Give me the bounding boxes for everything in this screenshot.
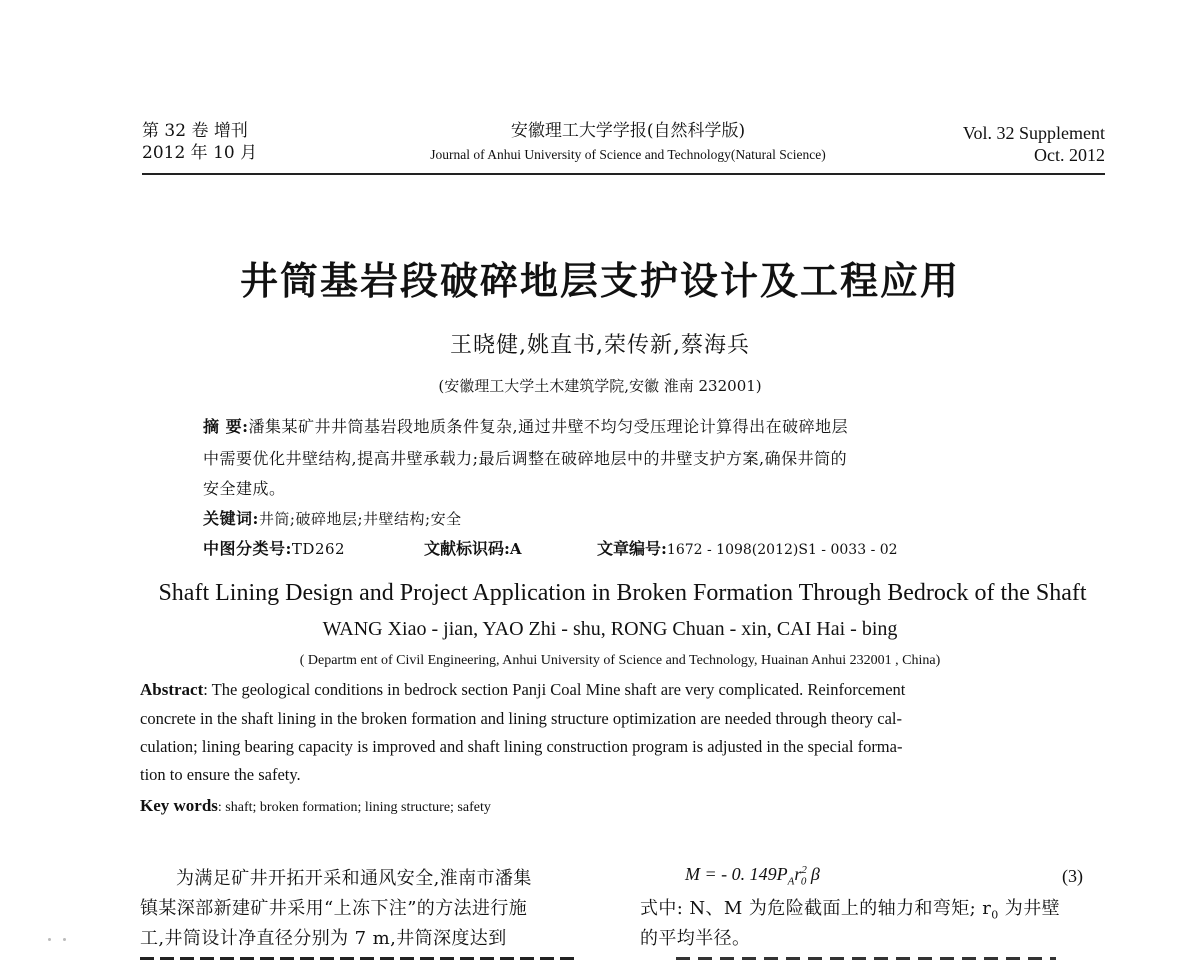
abstract-en-label: Abstract — [140, 680, 204, 699]
volume-issue-cn: 第 32 卷 增刊 — [142, 121, 248, 141]
scan-speck — [63, 938, 66, 941]
doc-code-value: A — [509, 540, 522, 558]
body-left-cutoff-line — [140, 951, 600, 961]
doc-code-label: 文献标识码: — [424, 539, 510, 558]
abstract-en-line-4: tion to ensure the safety. — [140, 765, 301, 784]
equation-beta: β — [806, 864, 820, 884]
article-number-label: 文章编号: — [597, 539, 667, 558]
keywords-cn-label: 关键词: — [203, 509, 259, 528]
keywords-en-text: : shaft; broken formation; lining structure; safety — [217, 800, 491, 815]
body-left-line-2: 镇某深部新建矿井采用“上冻下注”的方法进行施 — [140, 898, 528, 919]
body-left-line-1: 为满足矿井开拓开采和通风安全,淮南市潘集 — [176, 868, 532, 889]
abstract-cn-label: 摘 要: — [203, 417, 249, 436]
body-right-sub-0: 0 — [991, 908, 999, 922]
equation-main: M = - 0. 149P — [685, 864, 788, 884]
affiliation-cn: (安徽理工大学土木建筑学院,安徽 淮南 232001) — [438, 377, 762, 395]
keywords-cn-text: 井筒;破碎地层;井壁结构;安全 — [258, 510, 462, 528]
paper-title-cn: 井筒基岩段破碎地层支护设计及工程应用 — [239, 258, 960, 303]
authors-en: WANG Xiao - jian, YAO Zhi - shu, RONG Chuan - xin, CAI Hai - bing — [322, 618, 898, 640]
cutoff-text-fragment-right — [676, 957, 1056, 960]
abstract-en-line-2: concrete in the shaft lining in the broken formation and lining structure optimization are needed through theory cal- — [140, 709, 902, 728]
equation-sup-2: 2 — [801, 864, 807, 876]
equation-sub-a: A — [787, 875, 795, 888]
authors-cn: 王晓健,姚直书,荣传新,蔡海兵 — [450, 333, 750, 358]
equation-sub-0: 0 — [800, 875, 807, 888]
body-right-line-1-text: 式中: N、M 为危险截面上的轴力和弯矩; r — [640, 898, 992, 919]
volume-en: Vol. 32 Supplement — [962, 123, 1105, 143]
equation-number: (3) — [1062, 866, 1083, 886]
journal-name-en: Journal of Anhui University of Science and Technology(Natural Science) — [430, 147, 826, 162]
keywords-en — [140, 796, 491, 816]
abstract-cn-line-1 — [203, 414, 848, 437]
abstract-cn-line-2: 中需要优化井壁结构,提高井壁承载力;最后调整在破碎地层中的井壁支护方案,确保井筒的 — [203, 449, 848, 468]
body-left-line-3: 工,井筒设计净直径分别为 7 m,井筒深度达到 — [140, 928, 507, 949]
date-cn: 2012 年 10 月 — [142, 143, 258, 163]
cutoff-text-fragment — [140, 957, 580, 960]
classification-line — [203, 536, 345, 559]
article-number — [597, 536, 898, 559]
header-rule — [142, 173, 1105, 175]
body-right-line-1 — [640, 894, 1060, 922]
equation-3 — [685, 864, 820, 888]
clc-value: TD262 — [291, 540, 346, 558]
journal-name-cn: 安徽理工大学学报(自然科学版) — [510, 121, 746, 141]
body-right-line-1-end: 为井壁 — [998, 898, 1061, 919]
keywords-en-label: Key words — [140, 796, 218, 815]
affiliation-en: ( Departm ent of Civil Engineering, Anhui University of Science and Technology, Huainan Anhui 232001 , China) — [299, 653, 941, 668]
abstract-en-text-1: : The geological conditions in bedrock section Panji Coal Mine shaft are very complicated. Reinforcement — [203, 680, 906, 699]
abstract-cn-text-1: 潘集某矿井井筒基岩段地质条件复杂,通过井壁不均匀受压理论计算得出在破碎地层 — [248, 417, 849, 436]
scan-speck — [48, 938, 51, 941]
keywords-cn — [203, 506, 462, 529]
clc-label: 中图分类号: — [203, 539, 292, 558]
doc-code — [424, 536, 522, 559]
article-number-value: 1672 - 1098(2012)S1 - 0033 - 02 — [666, 542, 898, 558]
body-right-line-2: 的平均半径。 — [640, 928, 751, 949]
date-en: Oct. 2012 — [1034, 145, 1105, 165]
abstract-en-line-1 — [140, 680, 905, 700]
abstract-cn-line-3: 安全建成。 — [203, 479, 286, 498]
body-right-cutoff-line — [676, 951, 1096, 961]
paper-title-en: Shaft Lining Design and Project Application in Broken Formation Through Bedrock of the Shaft — [158, 580, 1087, 606]
abstract-en-line-3: culation; lining bearing capacity is improved and shaft lining construction program is adjusted in the special forma- — [140, 737, 903, 756]
equation-r: r — [794, 864, 802, 884]
